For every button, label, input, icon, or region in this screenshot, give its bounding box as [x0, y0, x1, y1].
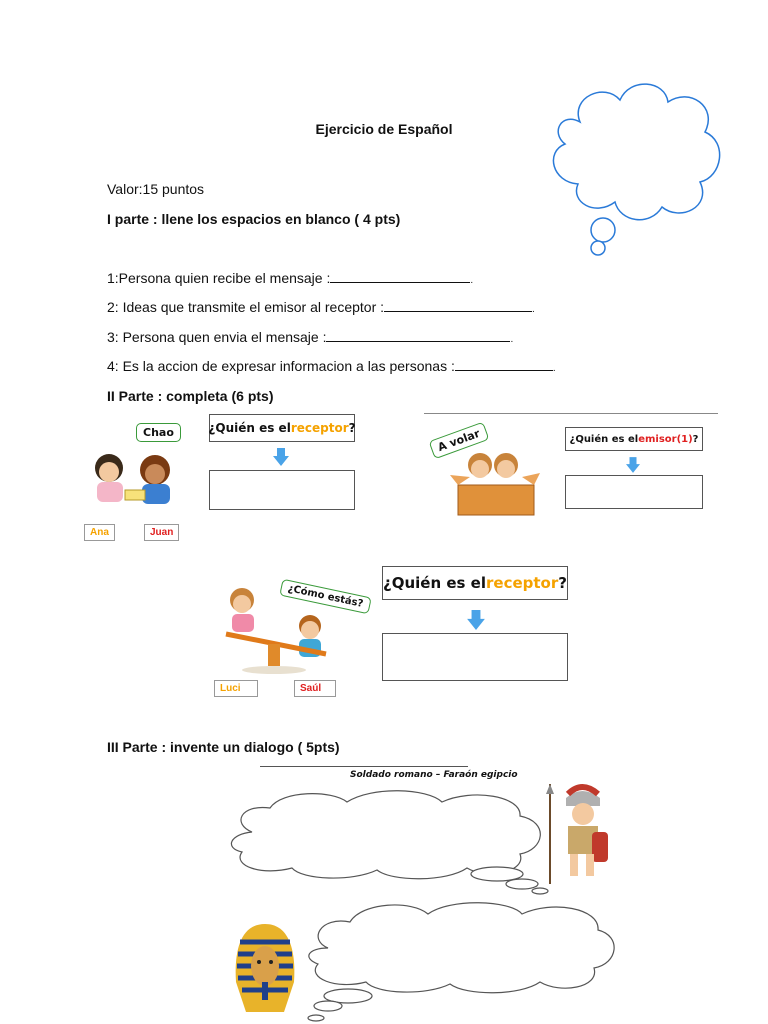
- children-reading-icon: [87, 450, 187, 510]
- exercise-1: [62, 408, 362, 548]
- question-4-text: 4: Es la accion de expresar informacion a las personas :: [107, 358, 455, 374]
- pharaoh-icon: [230, 922, 300, 1012]
- answer-box-2[interactable]: [565, 475, 703, 509]
- arrow-down-icon: [466, 610, 486, 630]
- answer-blank-4[interactable]: [455, 359, 553, 371]
- thought-cloud-icon: [540, 72, 730, 262]
- name-tag-ana: Ana: [84, 524, 115, 541]
- question-1-text: 1:Persona quien recibe el mensaje :: [107, 270, 331, 286]
- answer-blank-1[interactable]: [330, 271, 470, 283]
- answer-blank-2[interactable]: [384, 300, 532, 312]
- name-tag-luci: Luci: [214, 680, 258, 697]
- answer-blank-3[interactable]: [326, 330, 510, 342]
- question-box-receptor-1: ¿Quién es el receptor ?: [209, 414, 355, 442]
- question-box-emisor: ¿Quién es el emisor(1) ?: [565, 427, 703, 451]
- seesaw-children-icon: [218, 586, 338, 678]
- question-3-text: 3: Persona quen envia el mensaje :: [107, 329, 327, 345]
- part3-heading: III Parte : invente un dialogo ( 5pts): [107, 739, 340, 755]
- part2-heading: II Parte : completa (6 pts): [107, 388, 274, 404]
- speech-bubble-chao: Chao: [136, 423, 181, 442]
- name-tag-juan: Juan: [144, 524, 179, 541]
- question-2: 2: Ideas que transmite el emisor al receptor : .: [107, 299, 535, 315]
- valor-text: Valor:15 puntos: [107, 181, 205, 197]
- speech-bubble-como-estas: ¿Cómo estás?: [279, 579, 371, 615]
- question-3: 3: Persona quen envia el mensaje : .: [107, 329, 514, 345]
- dialogue-caption: Soldado romano – Faraón egipcio: [350, 770, 518, 780]
- arrow-down-icon: [626, 457, 640, 473]
- question-2-text: 2: Ideas que transmite el emisor al receptor :: [107, 299, 385, 315]
- caption-line: [260, 766, 468, 767]
- arrow-down-icon: [273, 448, 289, 466]
- thought-cloud-lower-icon: [300, 898, 618, 1024]
- answer-box-3[interactable]: [382, 633, 568, 681]
- speech-bubble-a-volar: A volar: [428, 422, 489, 460]
- question-1: 1:Persona quien recibe el mensaje : .: [107, 270, 474, 286]
- question-box-receptor-2: ¿Quién es el receptor ?: [382, 566, 568, 600]
- roman-soldier-icon: [542, 784, 614, 884]
- answer-box-1[interactable]: [209, 470, 355, 510]
- exercise-3: [212, 558, 576, 702]
- thought-cloud-upper-icon: [222, 784, 557, 894]
- exercise-2: [424, 413, 718, 531]
- children-in-box-icon: [450, 443, 540, 518]
- dialogue-section: [150, 762, 620, 1024]
- page-title: Ejercicio de Español: [315, 121, 453, 137]
- divider-line: [424, 413, 718, 414]
- name-tag-saul: Saúl: [294, 680, 336, 697]
- question-4: 4: Es la accion de expresar informacion a las personas : .: [107, 358, 556, 374]
- part1-heading: I parte : llene los espacios en blanco ( 4 pts): [107, 211, 401, 227]
